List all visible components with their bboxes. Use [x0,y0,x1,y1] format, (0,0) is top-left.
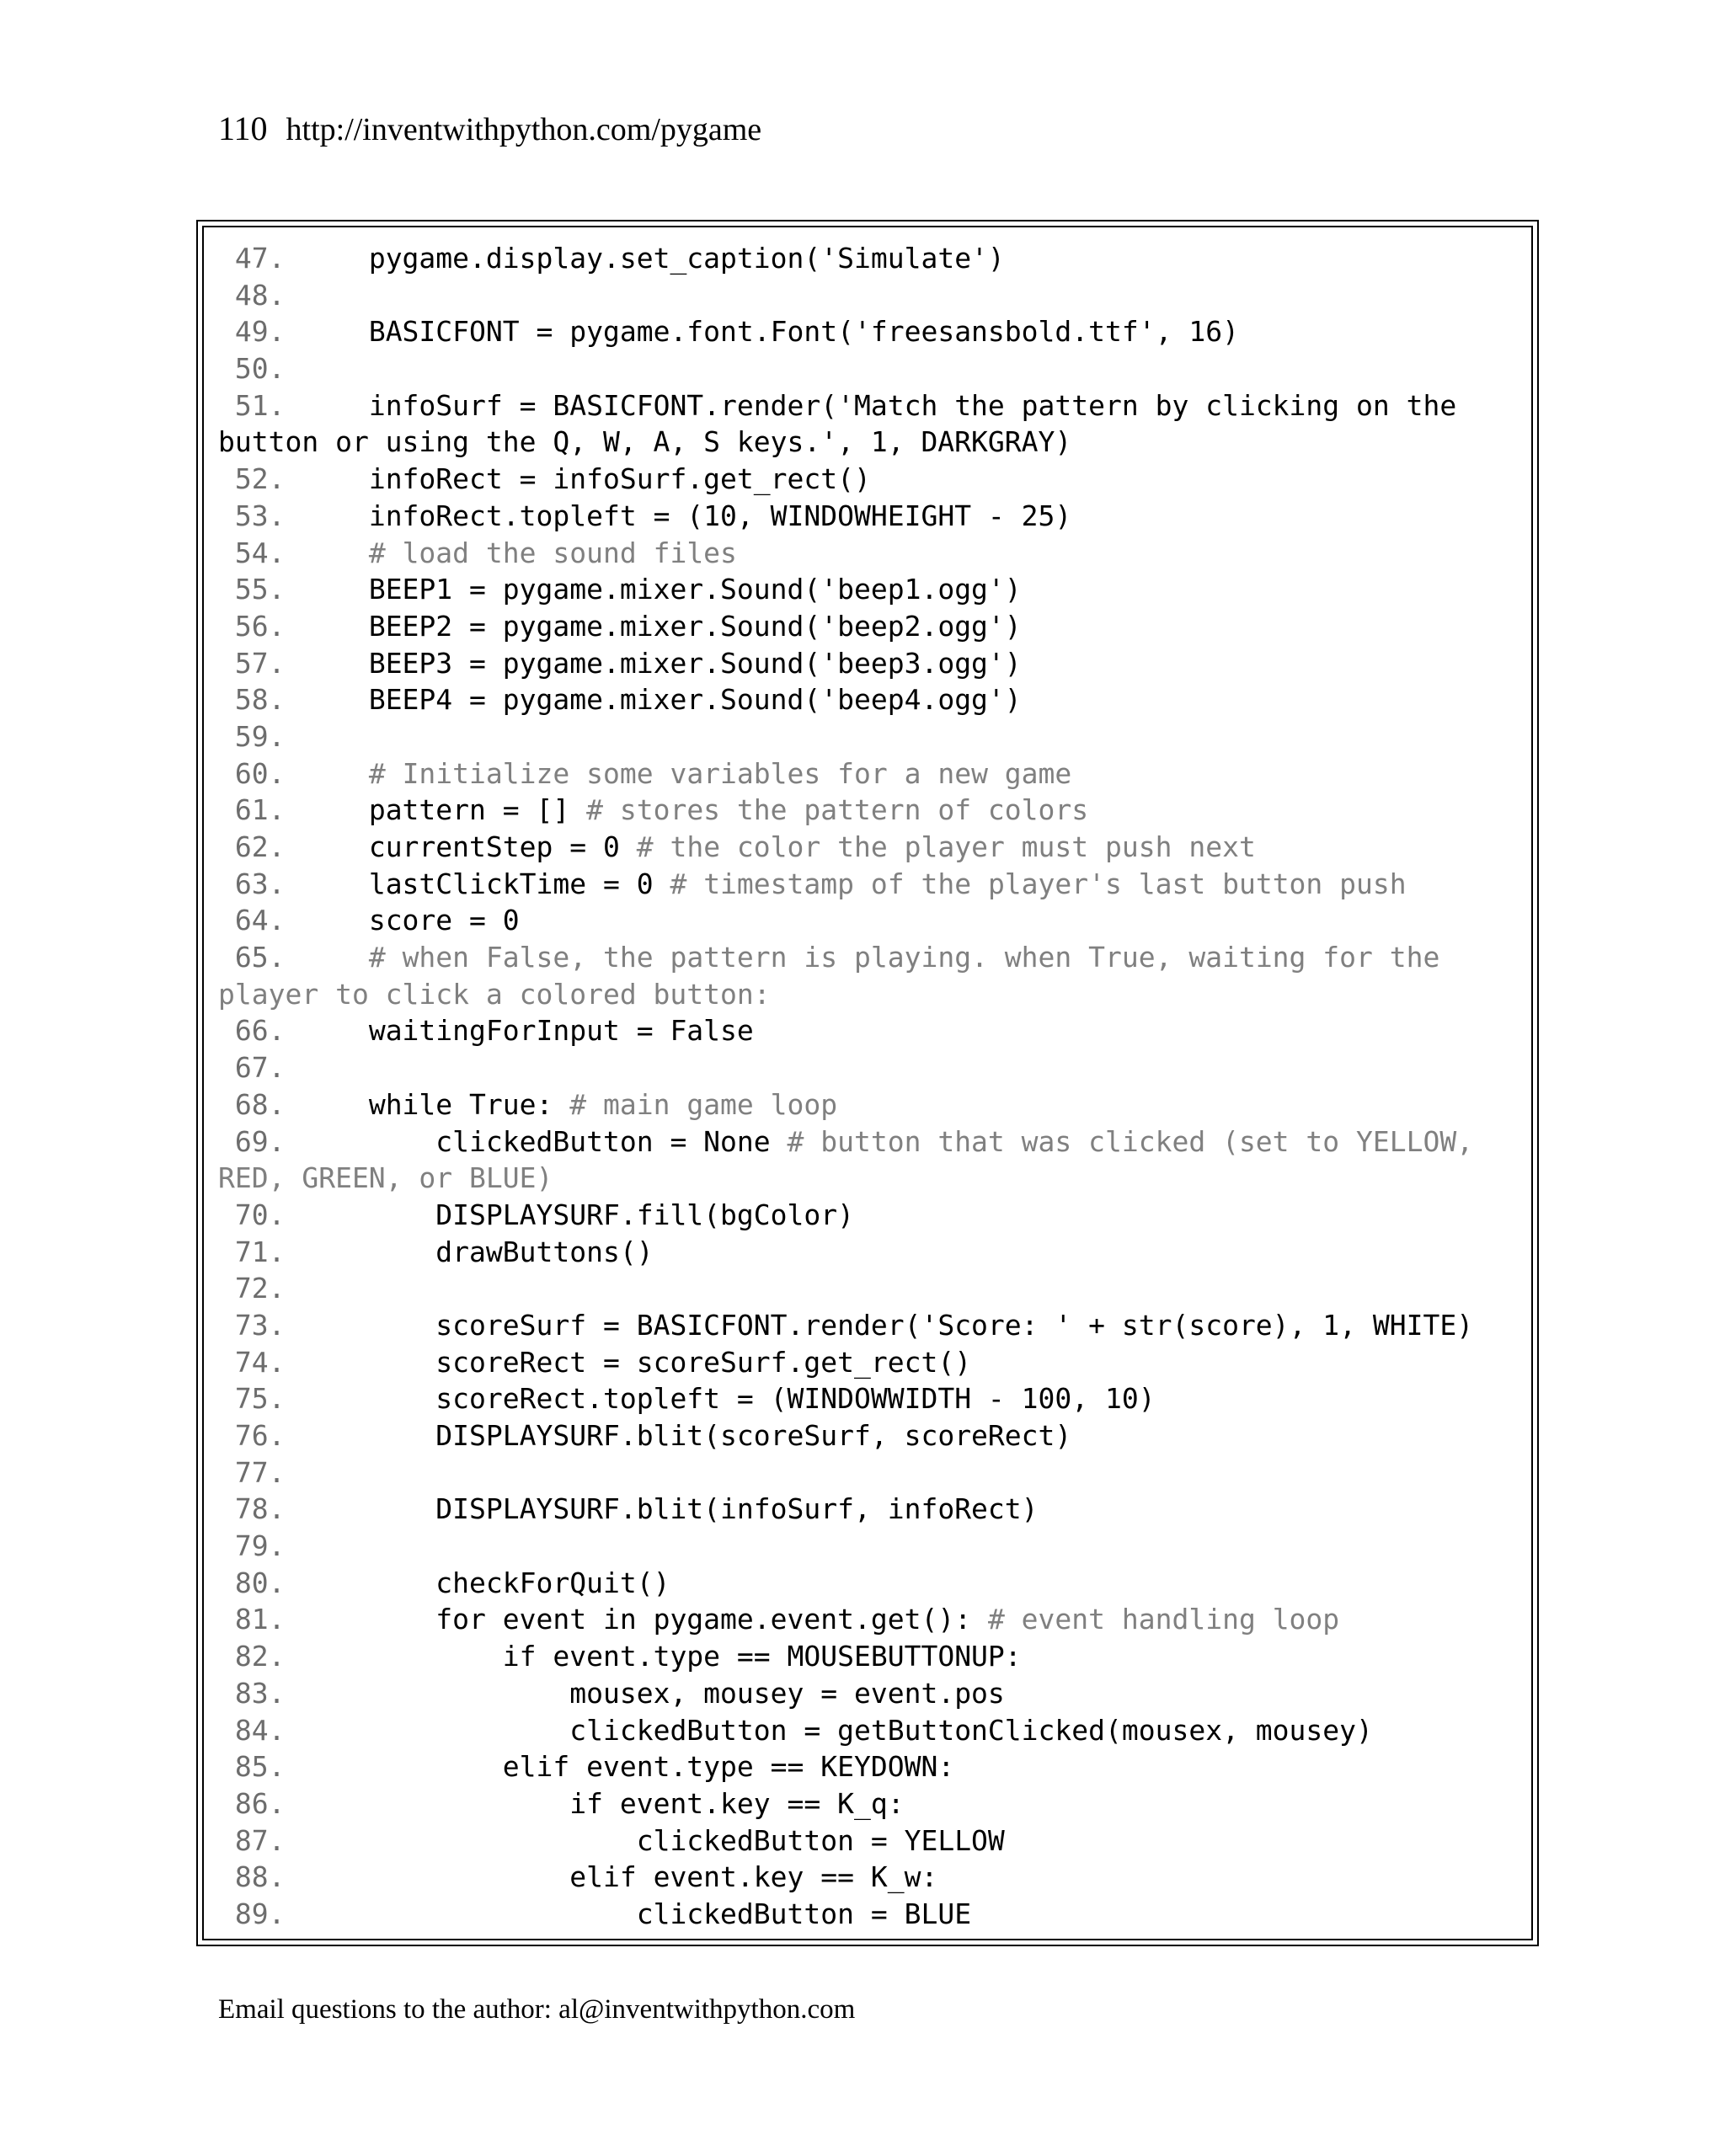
code-comment: # button that was clicked (set to YELLOW, [787,1124,1474,1158]
code-text: checkForQuit() [285,1566,670,1599]
line-number: 63. [218,867,286,900]
code-line [218,1344,1524,1381]
code-line [218,1528,1524,1565]
code-line [218,313,1524,350]
code-text: infoSurf = BASICFONT.render('Match the pattern by clicking on the [285,388,1457,422]
code-text: score = 0 [285,904,520,937]
line-number: 65. [218,941,286,974]
line-number: 88. [218,1860,286,1894]
code-line [218,718,1524,755]
line-number: 55. [218,573,286,606]
line-number: 54. [218,536,286,569]
code-text: BEEP4 = pygame.mixer.Sound('beep4.ogg') [285,683,1022,717]
code-line [218,498,1524,535]
line-number: 70. [218,1198,286,1231]
code-text: DISPLAYSURF.blit(infoSurf, infoRect) [285,1492,1039,1526]
code-text: lastClickTime = 0 [285,867,670,900]
code-line [218,902,1524,939]
code-line [218,1307,1524,1344]
line-number: 71. [218,1235,286,1268]
code-comment: # stores the pattern of colors [586,793,1089,827]
code-line [218,1822,1524,1860]
code-line [218,829,1524,866]
code-line [218,350,1524,387]
code-line [218,1086,1524,1123]
line-number: 51. [218,388,286,422]
code-text: BEEP3 = pygame.mixer.Sound('beep3.ogg') [285,646,1022,680]
code-line [218,1712,1524,1749]
code-text: clickedButton = YELLOW [285,1823,1005,1857]
code-text: pattern = [] [285,793,587,827]
code-text: scoreRect.topleft = (WINDOWWIDTH - 100, 10) [285,1382,1156,1416]
line-number: 66. [218,1014,286,1048]
line-number: 48. [218,278,286,312]
code-line [218,1454,1524,1492]
code-comment: # timestamp of the player's last button push [670,867,1407,900]
code-text: for event in pygame.event.get(): [285,1603,988,1636]
code-text: if event.type == MOUSEBUTTONUP: [285,1640,1022,1673]
code-text: BASICFONT = pygame.font.Font('freesansbold.ttf', 16) [285,315,1239,349]
line-number: 53. [218,499,286,532]
code-text: BEEP2 = pygame.mixer.Sound('beep2.ogg') [285,609,1022,643]
code-text: scoreRect = scoreSurf.get_rect() [285,1345,972,1379]
code-line [218,645,1524,682]
line-number: 75. [218,1382,286,1416]
code-comment: # load the sound files [368,536,737,569]
code-listing [218,240,1524,1933]
code-line [218,1675,1524,1712]
line-number: 49. [218,315,286,349]
line-number: 68. [218,1087,286,1121]
code-text: elif event.type == KEYDOWN: [285,1750,955,1784]
line-number: 76. [218,1419,286,1452]
code-text: infoRect = infoSurf.get_rect() [285,462,871,496]
code-text: pygame.display.set_caption('Simulate') [285,242,1005,275]
line-number: 59. [218,719,286,753]
page-header [218,108,761,151]
code-comment: # when False, the pattern is playing. when True, waiting for the [368,941,1440,974]
code-line [218,571,1524,608]
line-number: 67. [218,1051,286,1085]
code-text [285,941,368,974]
code-line [218,240,1524,277]
code-line [218,1012,1524,1049]
line-number: 52. [218,462,286,496]
code-line [218,939,1524,976]
code-line [218,1638,1524,1675]
header-url: http://inventwithpython.com/pygame [286,112,762,147]
code-text: waitingForInput = False [285,1014,754,1048]
line-number: 62. [218,830,286,863]
code-line [218,1896,1524,1933]
code-line [218,1380,1524,1417]
code-line [218,1785,1524,1822]
code-line [218,1160,1524,1197]
code-line [218,1234,1524,1271]
code-text: button or using the Q, W, A, S keys.', 1, DARKGRAY) [218,425,1072,459]
line-number: 47. [218,242,286,275]
code-text: DISPLAYSURF.fill(bgColor) [285,1198,854,1231]
code-line [218,976,1524,1013]
code-text: scoreSurf = BASICFONT.render('Score: ' + str(score), 1, WHITE) [285,1308,1474,1342]
code-text: BEEP1 = pygame.mixer.Sound('beep1.ogg') [285,573,1022,606]
line-number: 69. [218,1124,286,1158]
code-comment: RED, GREEN, or BLUE) [218,1161,553,1195]
code-text: drawButtons() [285,1235,654,1268]
line-number: 58. [218,683,286,717]
code-line [218,1197,1524,1234]
line-number: 83. [218,1676,286,1710]
line-number: 78. [218,1492,286,1526]
line-number: 85. [218,1750,286,1784]
code-text: clickedButton = getButtonClicked(mousex, mousey) [285,1713,1373,1747]
code-line [218,1491,1524,1528]
code-line [218,387,1524,424]
code-text: while True: [285,1087,570,1121]
code-comment: # the color the player must push next [636,830,1256,863]
code-line [218,1748,1524,1785]
code-text: clickedButton = BLUE [285,1897,972,1930]
code-comment: # main game loop [569,1087,838,1121]
code-line [218,1123,1524,1161]
code-line [218,1859,1524,1896]
code-line [218,535,1524,572]
code-text: clickedButton = None [285,1124,788,1158]
code-text: mousex, mousey = event.pos [285,1676,1005,1710]
code-line [218,461,1524,498]
code-comment: # event handling loop [987,1603,1340,1636]
code-line [218,1601,1524,1638]
line-number: 60. [218,756,286,790]
code-line [218,608,1524,645]
code-line [218,792,1524,829]
line-number: 61. [218,793,286,827]
line-number: 80. [218,1566,286,1599]
page-number: 110 [218,109,268,147]
line-number: 74. [218,1345,286,1379]
code-line [218,866,1524,903]
line-number: 81. [218,1603,286,1636]
code-text: elif event.key == K_w: [285,1860,938,1894]
code-comment: # Initialize some variables for a new game [368,756,1072,790]
line-number: 72. [218,1272,286,1305]
code-comment: player to click a colored button: [218,977,771,1011]
line-number: 89. [218,1897,286,1930]
code-line [218,1270,1524,1307]
line-number: 57. [218,646,286,680]
line-number: 86. [218,1786,286,1820]
code-line [218,681,1524,718]
line-number: 73. [218,1308,286,1342]
line-number: 79. [218,1529,286,1563]
code-line [218,1417,1524,1454]
page-footer: Email questions to the author: al@inventwithpython.com [218,1994,856,2025]
line-number: 84. [218,1713,286,1747]
code-line [218,1049,1524,1086]
code-text: DISPLAYSURF.blit(scoreSurf, scoreRect) [285,1419,1072,1452]
code-line [218,277,1524,314]
code-text: infoRect.topleft = (10, WINDOWHEIGHT - 25) [285,499,1072,532]
code-text [285,536,368,569]
line-number: 77. [218,1455,286,1489]
code-text: currentStep = 0 [285,830,637,863]
line-number: 87. [218,1823,286,1857]
line-number: 50. [218,352,286,386]
line-number: 56. [218,609,286,643]
line-number: 64. [218,904,286,937]
code-text: if event.key == K_q: [285,1786,905,1820]
code-line [218,1565,1524,1602]
line-number: 82. [218,1640,286,1673]
code-line [218,424,1524,461]
code-line [218,755,1524,792]
code-text [285,757,368,790]
